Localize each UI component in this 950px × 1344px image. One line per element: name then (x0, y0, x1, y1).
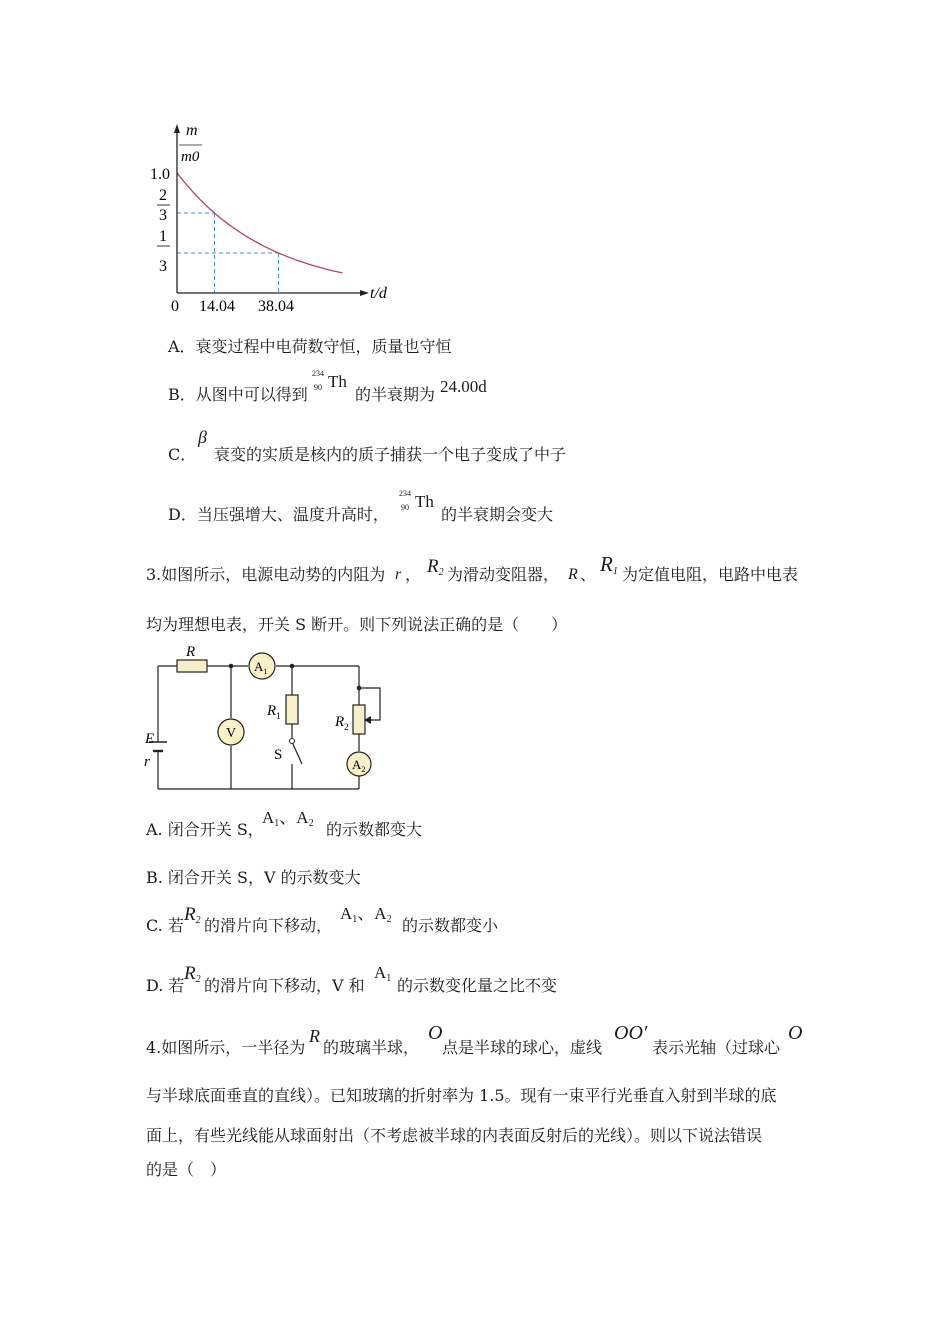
switch-contact (290, 739, 295, 744)
q2-option-b-suffix: 的半衰期为 (355, 385, 436, 404)
meter-letter: A (296, 808, 309, 827)
q3-option-d-mid: 的滑片向下移动，V 和 (204, 976, 365, 995)
y-tick-2-3-den: 3 (159, 207, 167, 224)
resistor-R1 (286, 695, 298, 724)
y-tick-1-3-den: 3 (159, 258, 167, 275)
symbol-subscript: 1 (612, 566, 618, 577)
q4-stem-part-3: 点是半球的球心，虚线 (442, 1038, 603, 1057)
meter-subscript: 1 (352, 914, 358, 925)
q3-stem-part-2: ， (405, 565, 422, 584)
q3-option-c-meters (340, 904, 392, 930)
q3-option-a-suffix: 的示数都变大 (326, 820, 423, 839)
meter-subscript: 1 (386, 973, 392, 984)
circuit-diagram (140, 645, 390, 795)
x-axis-arrow (360, 290, 369, 296)
meter-subscript: 1 (263, 667, 268, 676)
meter-subscript: 1 (274, 818, 280, 829)
symbol-subscript: 2 (195, 974, 201, 985)
q3-option-a-prefix: A. 闭合开关 S， (146, 820, 264, 839)
separator: 、 (279, 808, 297, 827)
label-E: E (145, 731, 155, 747)
meter-letter: A (262, 808, 275, 827)
q4-stem-O: O (428, 1022, 443, 1044)
y-tick-1-3-num: 1 (159, 228, 167, 245)
q3-option-c-mid: 的滑片向下移动， (204, 916, 333, 935)
symbol-R: R (427, 556, 439, 577)
meter-label-V: V (226, 726, 237, 741)
q3-option-a-meter-1 (262, 808, 314, 834)
q2-option-b-prefix: B．从图中可以得到 (168, 385, 308, 404)
y-axis-arrow (174, 124, 180, 133)
x-axis-label: t/d (370, 285, 387, 302)
q3-stem-R: R (568, 566, 578, 583)
resistor-letter: R (267, 703, 277, 719)
q3-option-d-suffix: 的示数变化量之比不变 (397, 976, 558, 995)
separator: 、 (357, 904, 375, 923)
resistor-letter: R (335, 714, 345, 730)
resistor-subscript: 2 (344, 722, 349, 732)
symbol-subscript: 2 (438, 567, 444, 578)
nuclide-atomic-number: 90 (314, 383, 322, 392)
q4-stem-optical-axis: OO′ (614, 1022, 648, 1044)
label-r: r (144, 754, 150, 770)
meter-subscript: 2 (361, 765, 366, 774)
resistor-R (177, 660, 207, 672)
meter-subscript: 2 (386, 914, 392, 925)
q2-option-d-prefix: D．当压强增大、温度升高时， (168, 505, 389, 524)
y-axis-unit-label: m0 (181, 149, 200, 165)
symbol-R: R (184, 904, 196, 925)
q3-stem-line-2: 均为理想电表，开关 S 断开。则下列说法正确的是（ ） (146, 615, 568, 634)
beta-symbol: β (198, 427, 207, 447)
meter-letter: A (340, 904, 353, 923)
label-S: S (274, 747, 283, 763)
nuclide-mass-number: 234 (312, 369, 324, 378)
x-tick-0: 0 (171, 298, 179, 315)
q3-stem-R1 (600, 552, 618, 577)
meter-letter: A (352, 757, 362, 772)
y-tick-2-3-num: 2 (159, 187, 167, 204)
resistor-subscript: 1 (276, 711, 281, 721)
q3-stem-R2 (427, 556, 444, 578)
q4-stem-line-3: 面上，有些光线能从球面射出（不考虑被半球的内表面反射后的光线）。则以下说法错误 (146, 1126, 763, 1145)
meter-letter: A (374, 904, 387, 923)
decay-chart (150, 115, 410, 320)
q3-stem-part-3: 为滑动变阻器， (447, 565, 560, 584)
symbol-subscript: 2 (195, 915, 201, 926)
y-tick-1: 1.0 (150, 166, 170, 183)
q3-stem-r: r (395, 566, 402, 583)
meter-letter: A (374, 963, 387, 982)
q3-stem-part-1: 3.如图所示，电源电动势的内阻为 (146, 565, 386, 584)
q3-option-c-suffix: 的示数都变小 (402, 916, 499, 935)
q4-stem-R: R (309, 1026, 320, 1046)
nuclide-symbol: Th (415, 492, 434, 511)
q3-option-d-R2 (184, 963, 201, 985)
meter-letter: A (254, 659, 264, 674)
q3-option-d-meter (374, 963, 391, 989)
symbol-R: R (600, 552, 613, 576)
q3-option-b: B. 闭合开关 S，V 的示数变大 (146, 868, 361, 887)
q4-stem-line-4: 的是（ ） (146, 1160, 227, 1179)
symbol-R: R (184, 963, 196, 984)
y-axis-label: m (186, 122, 198, 139)
nuclide-atomic-number: 90 (401, 503, 409, 512)
q3-stem-part-5: 为定值电阻，电路中电表 (622, 565, 799, 584)
q2-option-c-suffix: 衰变的实质是核内的质子捕获一个电子变成了中子 (214, 445, 567, 464)
meter-subscript: 2 (308, 818, 314, 829)
decay-curve (177, 173, 343, 273)
q2-option-a: A．衰变过程中电荷数守恒，质量也守恒 (168, 337, 452, 356)
q4-stem-O-center: O (788, 1022, 803, 1044)
q3-option-c-R2 (184, 904, 201, 926)
q2-option-c-prefix: C． (168, 445, 197, 464)
label-R1 (266, 703, 281, 721)
rheostat-R2 (353, 705, 365, 734)
x-tick-38-04: 38.04 (258, 298, 294, 315)
q4-stem-line-2: 与半球底面垂直的直线）。已知玻璃的折射率为 1.5。现有一束平行光垂直入射到半球的底 (146, 1086, 777, 1105)
label-R2 (334, 714, 349, 732)
junction-dot (357, 686, 362, 691)
label-R: R (186, 645, 196, 660)
q2-option-b-value: 24.00d (440, 377, 487, 396)
q2-option-d-nuclide (399, 489, 439, 519)
junction-dot (229, 664, 234, 669)
q2-option-d-suffix: 的半衰期会变大 (441, 505, 554, 524)
q3-stem-part-4: 、 (580, 565, 597, 584)
q3-option-c-prefix: C. 若 (146, 916, 184, 935)
x-tick-14-04: 14.04 (199, 298, 235, 315)
junction-dot (290, 664, 295, 669)
q4-stem-part-1: 4.如图所示，一半径为 (146, 1038, 306, 1057)
nuclide-symbol: Th (328, 372, 347, 391)
q2-option-b-nuclide (312, 369, 352, 399)
nuclide-mass-number: 234 (399, 489, 411, 498)
switch-blade (292, 742, 302, 764)
chart-plot-area (177, 173, 343, 293)
q3-option-d-prefix: D. 若 (146, 976, 185, 995)
q4-stem-part-2: 的玻璃半球， (323, 1038, 420, 1057)
q4-stem-part-4: 表示光轴（过球心 (652, 1038, 781, 1057)
